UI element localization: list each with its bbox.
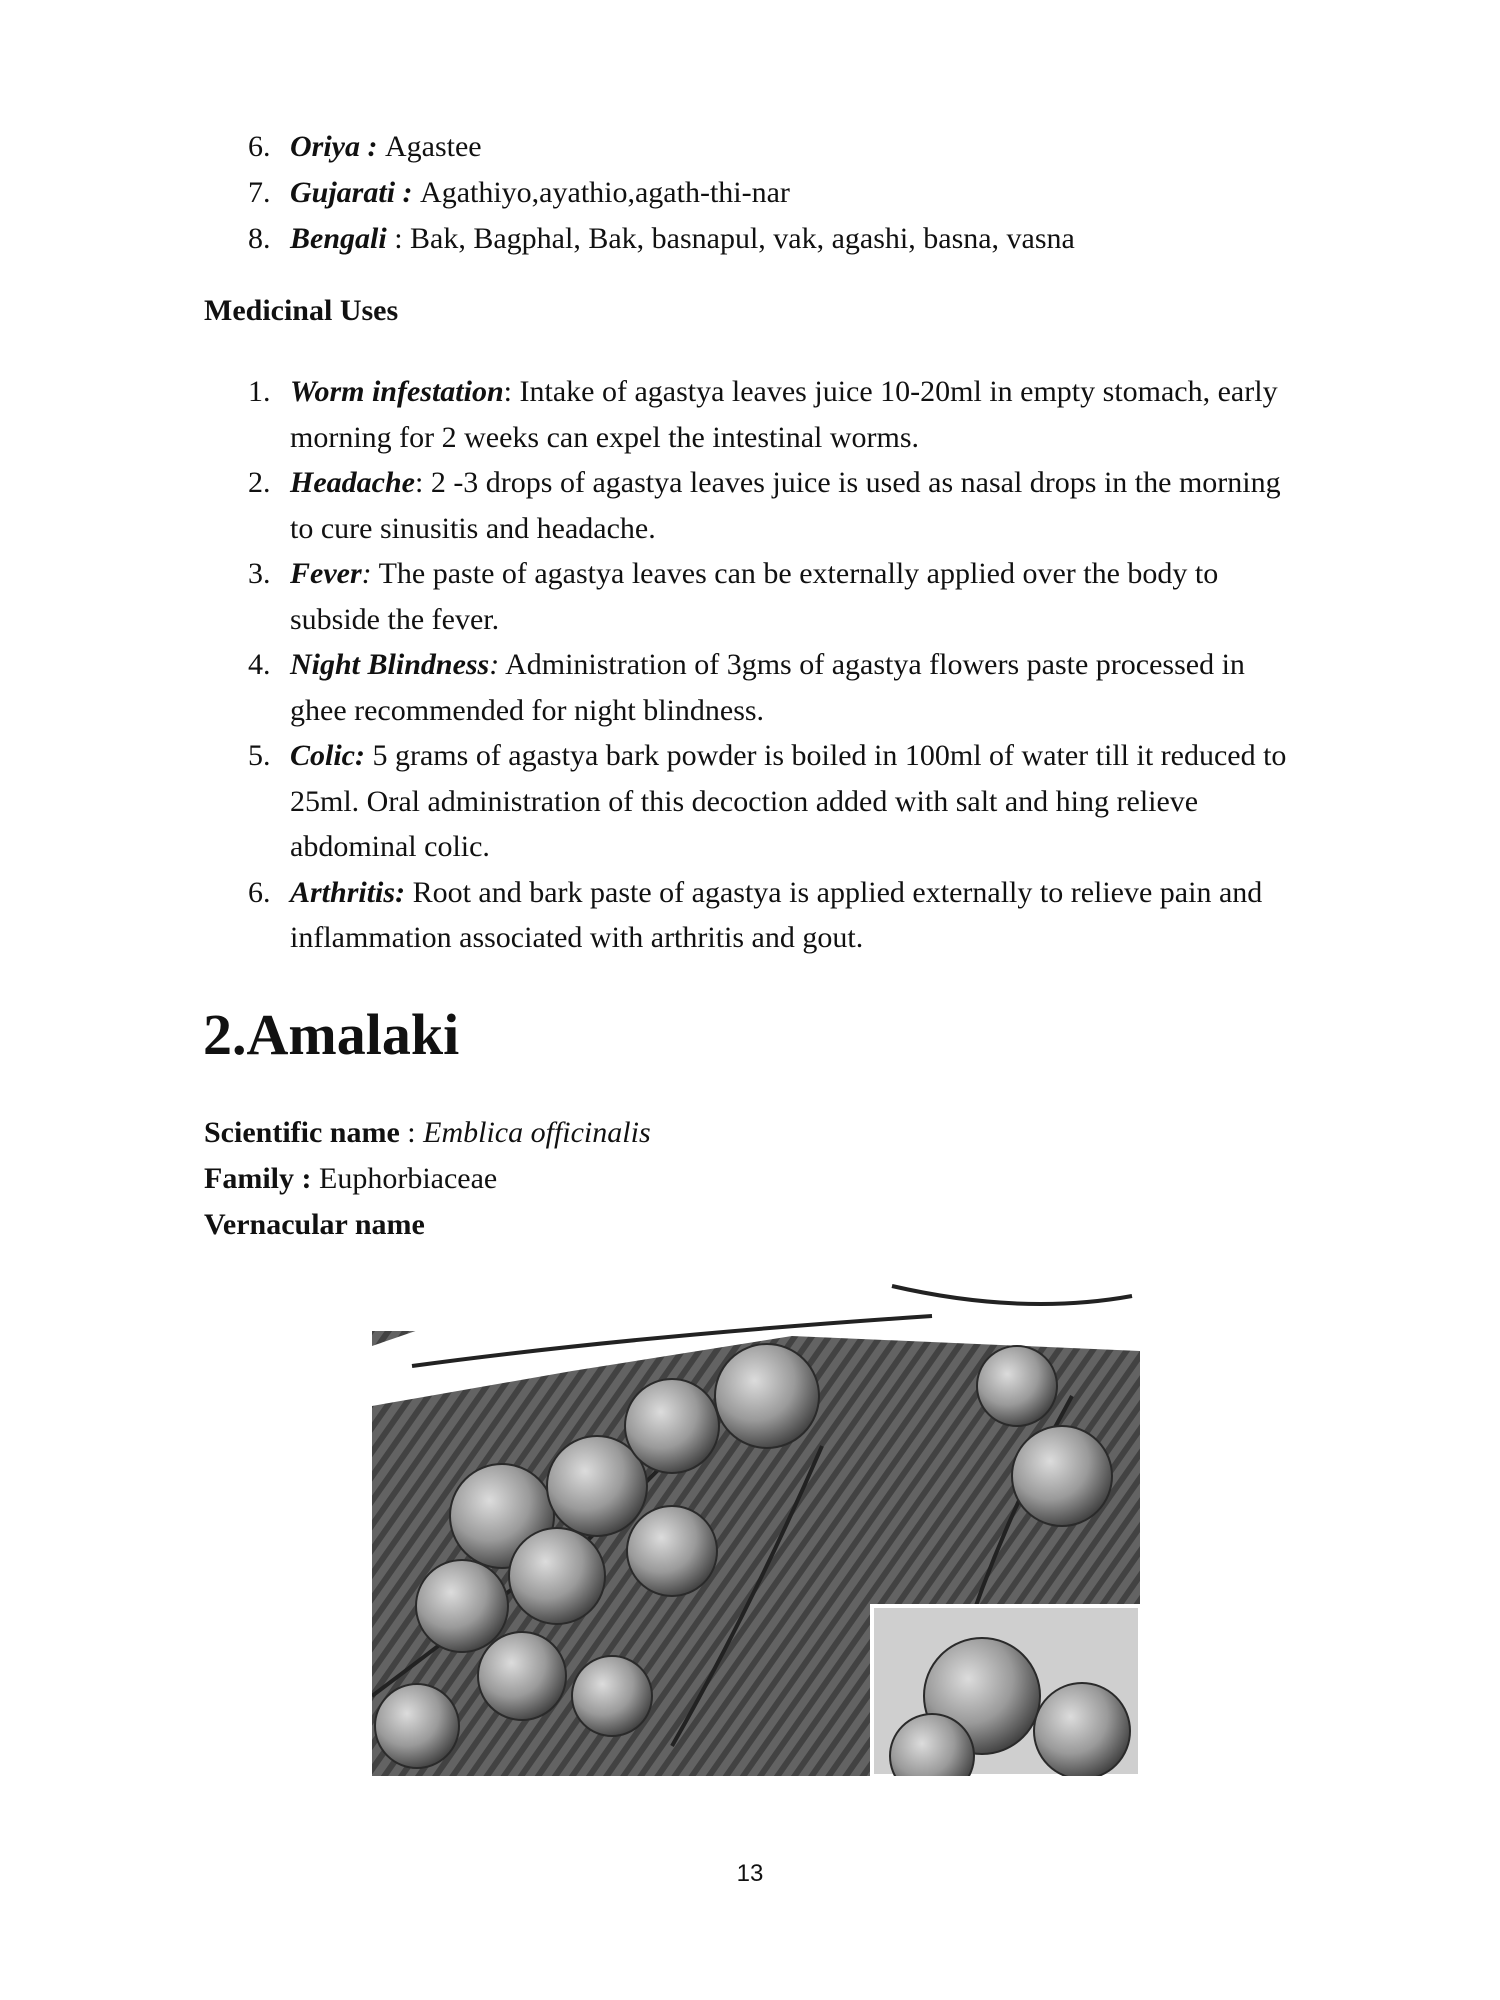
vernacular-item: 6. Oriya : Agastee — [248, 130, 482, 163]
use-term: Fever — [290, 557, 362, 590]
scientific-name: Emblica officinalis — [423, 1116, 651, 1149]
amalaki-photo — [372, 1276, 1140, 1776]
use-item: 3. Fever: The paste of agastya leaves can be externally applied over the body to subside the fever. — [248, 557, 1219, 636]
use-item: 4. Night Blindness: Administration of 3gms of agastya flowers paste processed in ghee recommended for night blindness. — [248, 648, 1245, 727]
use-text: Root and bark paste of agastya is applied externally to relieve pain and inflammation associated with arthritis and gout. — [290, 875, 1263, 954]
vernacular-names: Agastee — [385, 130, 482, 163]
use-term: Headache — [290, 466, 415, 499]
language-name: Gujarati — [290, 176, 396, 209]
use-text: 2 -3 drops of agastya leaves juice is used as nasal drops in the morning to cure sinusitis and headache. — [290, 466, 1281, 545]
use-text: The paste of agastya leaves can be externally applied over the body to subside the fever. — [290, 557, 1219, 636]
scientific-name-line: Scientific name : Emblica officinalis — [204, 1116, 651, 1149]
family-line: Family : Euphorbiaceae — [204, 1162, 498, 1195]
page-number: 13 — [736, 1860, 764, 1887]
plant-title: 2.Amalaki — [203, 1002, 460, 1067]
medicinal-uses-heading: Medicinal Uses — [204, 294, 399, 327]
language-name: Bengali — [290, 222, 387, 255]
vernacular-names: Agathiyo,ayathio,agath-thi-nar — [420, 176, 790, 209]
family-name: Euphorbiaceae — [319, 1162, 498, 1195]
use-text: 5 grams of agastya bark powder is boiled in 100ml of water till it reduced to 25ml. Oral administration of this decoction added with salt and hing relieve abdominal colic. — [290, 739, 1287, 863]
use-text: Administration of 3gms of agastya flowers paste processed in ghee recommended for night blindness. — [290, 648, 1245, 727]
language-name: Oriya — [290, 130, 360, 163]
vernacular-list — [248, 124, 1075, 262]
vernacular-names: Bak, Bagphal, Bak, basnapul, vak, agashi, basna, vasna — [410, 222, 1075, 255]
use-term: Colic — [290, 739, 355, 772]
use-item: 5. Colic: 5 grams of agastya bark powder is boiled in 100ml of water till it reduced to 25ml. Oral administration of this decoction added with salt and hing relieve abdominal colic. — [248, 739, 1287, 863]
use-term: Arthritis — [290, 875, 396, 909]
vernacular-name-heading: Vernacular name — [204, 1208, 425, 1241]
use-term: Worm infestation — [290, 375, 504, 408]
use-item: 2. Headache: 2 -3 drops of agastya leaves juice is used as nasal drops in the morning to cure sinusitis and headache. — [248, 466, 1281, 545]
use-text: Intake of agastya leaves juice 10-20ml in empty stomach, early morning for 2 weeks can expel the intestinal worms. — [290, 375, 1278, 454]
vernacular-item: 7. Gujarati : Agathiyo,ayathio,agath-thi-nar — [248, 176, 790, 209]
vernacular-item: 8. Bengali : Bak, Bagphal, Bak, basnapul, vak, agashi, basna, vasna — [248, 222, 1075, 255]
use-item: 6. Arthritis: Root and bark paste of agastya is applied externally to relieve pain and inflammation associated with arthritis and gout. — [248, 875, 1263, 954]
medicinal-uses-list — [248, 369, 1308, 961]
use-term: Night Blindness — [290, 648, 490, 681]
use-item: 1. Worm infestation: Intake of agastya leaves juice 10-20ml in empty stomach, early morning for 2 weeks can expel the intestinal worms. — [248, 375, 1278, 454]
